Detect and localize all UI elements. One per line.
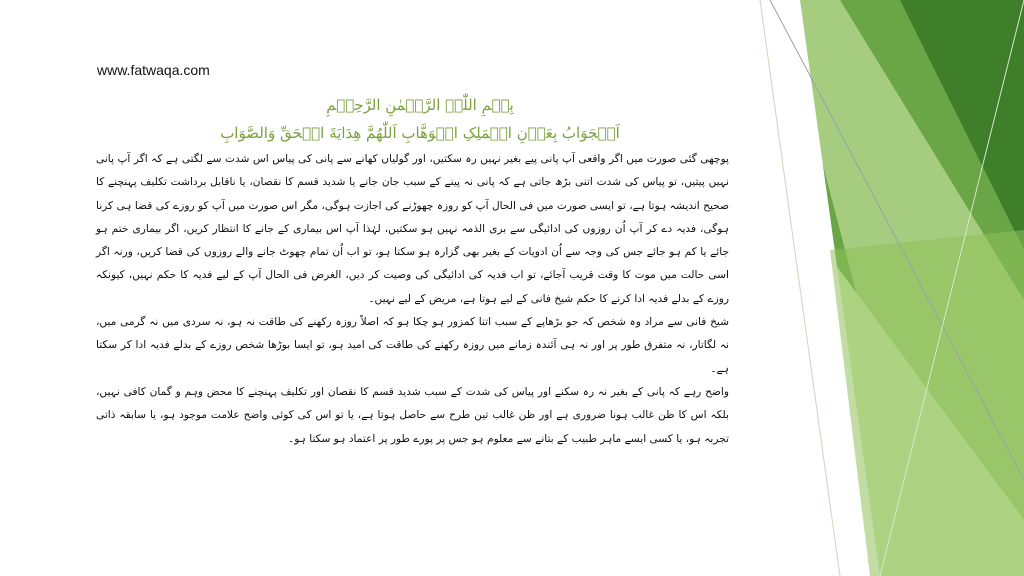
- bismillah-heading: بِسۡمِ اللّٰہِ الرَّحۡمٰنِ الرَّحِیۡمِ: [326, 96, 514, 114]
- paragraph-main-ruling: پوچھی گئی صورت میں اگر واقعی آپ پانی پیے بغیر نہیں رہ سکتیں، اور گولیاں کھانے سے پانی کی پیاس اس شدت سے لگتی ہے کہ اگر آپ پانی نہیں پیتیں، تو پیاس کی شدت اتنی بڑھ جاتی ہے کہ پانی نہ پینے کے سبب جان جانے یا شدید قسم کا نقصان، یا ناقابل برداشت تکلیف پہنچنے کا صحیح اندیشہ ہوتا ہے، تو ایسی صورت میں فی الحال آپ کو روزہ چھوڑنے کی اجازت ہوگی، مگر اس صورت میں آپ کو روزے کی قضا ہی کرنا ہوگی، فدیہ دے کر آپ اُن روزوں کی ادائیگی سے بری الذمہ نہیں ہو سکتیں، لہٰذا آپ اس بیماری کے جانے کا انتظار کریں، اگر بیماری ختم ہو جائے یا کم ہو جائے جس کی وجہ سے اُن ادویات کے بغیر بھی گزارہ ہو سکتا ہو، تو اب اُن تمام چھوٹ جانے والے روزوں کی قضا کریں، ورنہ اگر اسی حالت میں موت کا وقت قریب آجائے، تو اب فدیہ کی ادائیگی کی وصیت کر دیں، الغرض فی الحال آپ کے لیے فدیہ کا حکم نہیں، کیونکہ روزے کے بدلے فدیہ ادا کرنے کا حکم شیخ فانی کے لیے ہوتا ہے، مریض کے لیے نہیں۔: [96, 153, 729, 305]
- paragraph-sheikh-fani-definition: شیخ فانی سے مراد وہ شخص کہ جو بڑھاپے کے سبب اتنا کمزور ہو چکا ہو کہ اصلاً روزہ رکھنے کی طاقت نہ ہو، نہ سردی میں نہ گرمی میں، نہ لگاتار، نہ متفرق طور پر اور نہ ہی آئندہ زمانے میں روزہ رکھنے کی طاقت کی امید ہو، تو ایسا بوڑھا شخص روزے کے بدلے فدیہ ادا کر سکتا ہے۔: [96, 316, 729, 375]
- invocation-heading: اَلۡجَوَابُ بِعَوۡنِ الۡمَلِکِ الۡوَهَّابِ اَللّٰهُمَّ هِدَایَةَ الۡحَقِّ وَالصَّوَابِ: [220, 124, 620, 142]
- fatwa-answer-body: [96, 148, 729, 451]
- site-url: www.fatwaqa.com: [97, 62, 210, 78]
- paragraph-clarification: واضح رہے کہ پانی کے بغیر نہ رہ سکنے اور پیاس کی شدت کے سبب شدید قسم کا نقصان اور تکلیف پہنچنے کا محض وہم و گمان کافی نہیں، بلکہ اس کا ظن غالب ہونا ضروری ہے اور ظن غالب تین طرح سے حاصل ہوتا ہے، یا تو اس کی کوئی واضح علامت موجود ہو، یا سابقہ ذاتی تجربہ ہو، یا کسی ایسے ماہر طبیب کے بتانے سے معلوم ہو جس پر پورے طور پر اعتماد ہو سکتا ہو۔: [96, 385, 729, 445]
